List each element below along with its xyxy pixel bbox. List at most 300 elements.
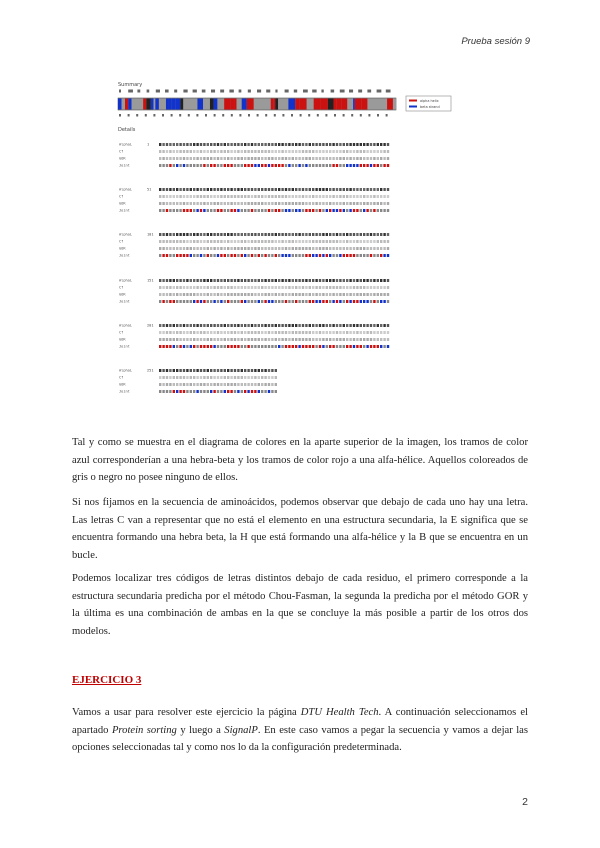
residue-mark [380,209,382,212]
residue-mark [315,195,317,198]
residue-mark [332,233,334,236]
residue-mark [336,202,338,205]
residue-mark [169,338,171,341]
residue-mark [305,195,307,198]
residue-mark [203,376,205,379]
residue-mark [237,240,239,243]
paragraph-letter-codes: Si nos fijamos en la secuencia de aminoácidos, podemos observar que debajo de cada uno hay una letra. Las letras C van a representar que no está el elemento en una estructura secundaria, la E significa que se encuentra formando una hebra beta, la H que está formando una alfa-hélice y la B que se encuentra en un bucle. [72,497,528,561]
residue-mark [234,157,236,160]
residue-mark [251,195,253,198]
residue-mark [326,247,328,250]
summary-bar-segment [166,99,168,110]
residue-mark [200,233,202,236]
residue-mark [336,164,338,167]
residue-mark [309,150,311,153]
residue-mark [339,300,341,303]
residue-mark [251,164,253,167]
residue-mark [220,338,222,341]
residue-mark [220,293,222,296]
residue-mark [190,345,192,348]
summary-bar-segment [347,99,353,110]
residue-mark [241,279,243,282]
residue-mark [302,293,304,296]
residue-mark [210,202,212,205]
residue-mark [183,209,185,212]
residue-mark [173,383,175,386]
residue-mark [258,247,260,250]
residue-mark [370,157,372,160]
residue-mark [264,383,266,386]
residue-mark [339,345,341,348]
block-start: 151 [147,278,154,283]
residue-mark [251,279,253,282]
residue-mark [186,376,188,379]
residue-mark [326,293,328,296]
residue-mark [179,188,181,191]
residue-mark [261,143,263,146]
summary-bar-segment [268,99,271,110]
residue-mark [217,331,219,334]
residue-mark [193,331,195,334]
residue-mark [230,164,232,167]
residue-mark [166,254,168,257]
residue-mark [179,383,181,386]
residue-mark [244,300,246,303]
residue-mark [213,195,215,198]
residue-mark [183,345,185,348]
residue-mark [190,369,192,372]
residue-mark [302,202,304,205]
residue-mark [377,254,379,257]
residue-mark [295,345,297,348]
residue-mark [210,247,212,250]
residue-mark [380,143,382,146]
residue-mark [370,164,372,167]
residue-mark [230,338,232,341]
residue-mark [319,286,321,289]
residue-mark [237,164,239,167]
intro-text-3: y luego a [176,724,225,736]
residue-mark [230,376,232,379]
residue-mark [258,233,260,236]
residue-mark [241,157,243,160]
residue-mark [295,202,297,205]
summary-bar-segment [176,99,181,110]
residue-mark [349,279,351,282]
residue-mark [346,188,348,191]
residue-mark [166,164,168,167]
residue-mark [346,300,348,303]
residue-mark [295,247,297,250]
residue-mark [247,376,249,379]
residue-mark [247,293,249,296]
residue-mark [309,247,311,250]
residue-mark [251,338,253,341]
residue-mark [363,150,365,153]
residue-mark [329,209,331,212]
residue-mark [203,300,205,303]
residue-mark [173,338,175,341]
residue-mark [162,150,164,153]
residue-mark [264,345,266,348]
residue-mark [336,157,338,160]
residue-mark [176,188,178,191]
row-label: AlphaL [119,323,132,328]
summary-bar-segment [155,99,159,110]
residue-mark [210,286,212,289]
residue-mark [363,209,365,212]
residue-mark [230,331,232,334]
residue-mark [278,345,280,348]
residue-mark [343,324,345,327]
residue-mark [349,331,351,334]
residue-mark [190,338,192,341]
residue-mark [271,240,273,243]
residue-mark [227,164,229,167]
residue-mark [203,157,205,160]
residue-mark [373,247,375,250]
residue-mark [383,195,385,198]
residue-mark [285,254,287,257]
residue-mark [183,369,185,372]
residue-mark [329,279,331,282]
residue-mark [281,286,283,289]
residue-mark [315,254,317,257]
summary-bar-segment [355,99,362,110]
residue-mark [193,376,195,379]
residue-mark [383,286,385,289]
residue-mark [193,247,195,250]
residue-mark [326,345,328,348]
residue-mark [383,331,385,334]
residue-mark [315,240,317,243]
residue-mark [298,286,300,289]
residue-mark [268,383,270,386]
residue-mark [288,293,290,296]
residue-mark [349,195,351,198]
residue-mark [196,209,198,212]
residue-mark [356,324,358,327]
residue-mark [227,324,229,327]
residue-mark [261,279,263,282]
residue-mark [217,240,219,243]
residue-mark [244,195,246,198]
residue-mark [179,247,181,250]
residue-mark [305,293,307,296]
residue-mark [302,254,304,257]
summary-bar-segment [197,99,203,110]
residue-mark [343,286,345,289]
residue-mark [159,209,161,212]
residue-mark [183,286,185,289]
residue-mark [213,150,215,153]
residue-mark [203,195,205,198]
ruler-tick [331,90,335,93]
residue-mark [315,300,317,303]
residue-mark [224,383,226,386]
residue-mark [200,376,202,379]
residue-mark [288,164,290,167]
residue-mark [213,157,215,160]
residue-mark [360,195,362,198]
residue-mark [258,369,260,372]
residue-mark [244,233,246,236]
residue-mark [230,345,232,348]
block-start: 51 [147,187,152,192]
residue-mark [169,376,171,379]
residue-mark [183,300,185,303]
residue-mark [207,209,209,212]
residue-mark [285,345,287,348]
row-label: GOR [119,156,126,161]
residue-mark [173,279,175,282]
residue-mark [264,293,266,296]
detail-block [119,143,389,168]
residue-mark [176,240,178,243]
residue-mark [254,390,256,393]
residue-mark [169,233,171,236]
residue-mark [281,254,283,257]
residue-mark [332,300,334,303]
residue-mark [366,209,368,212]
ruler-tick [193,90,197,93]
residue-mark [332,254,334,257]
residue-mark [343,247,345,250]
residue-mark [213,390,215,393]
summary-bar-segment [278,99,282,110]
residue-mark [377,164,379,167]
residue-mark [254,338,256,341]
residue-mark [288,247,290,250]
residue-mark [196,157,198,160]
residue-mark [373,286,375,289]
residue-mark [292,300,294,303]
residue-mark [176,247,178,250]
residue-mark [227,202,229,205]
residue-mark [288,188,290,191]
ruler-tick [229,90,233,93]
residue-mark [292,338,294,341]
residue-mark [285,286,287,289]
residue-mark [166,195,168,198]
residue-mark [166,247,168,250]
summary-bar-segment [271,99,274,110]
residue-mark [241,376,243,379]
residue-mark [292,331,294,334]
ruler-tick [171,114,173,117]
residue-mark [217,195,219,198]
residue-mark [186,300,188,303]
residue-mark [264,390,266,393]
residue-mark [213,376,215,379]
residue-mark [360,202,362,205]
residue-mark [336,240,338,243]
residue-mark [278,188,280,191]
residue-mark [315,279,317,282]
residue-mark [336,143,338,146]
residue-mark [224,286,226,289]
residue-mark [346,247,348,250]
residue-mark [356,233,358,236]
residue-mark [343,157,345,160]
residue-mark [230,293,232,296]
residue-mark [193,150,195,153]
residue-mark [329,345,331,348]
residue-mark [237,202,239,205]
residue-mark [271,247,273,250]
residue-mark [251,247,253,250]
residue-mark [366,202,368,205]
residue-mark [302,188,304,191]
residue-mark [387,254,389,257]
residue-mark [207,247,209,250]
residue-mark [193,390,195,393]
residue-mark [346,202,348,205]
residue-mark [339,338,341,341]
residue-mark [353,345,355,348]
residue-mark [360,247,362,250]
residue-mark [292,233,294,236]
residue-mark [179,164,181,167]
residue-mark [336,338,338,341]
residue-mark [268,188,270,191]
residue-mark [227,209,229,212]
summary-bar-segment [132,99,137,110]
residue-mark [339,150,341,153]
residue-mark [241,300,243,303]
residue-mark [217,369,219,372]
residue-mark [173,188,175,191]
residue-mark [356,338,358,341]
residue-mark [220,240,222,243]
residue-mark [326,202,328,205]
residue-mark [207,188,209,191]
residue-mark [207,331,209,334]
residue-mark [360,331,362,334]
residue-mark [329,157,331,160]
residue-mark [247,279,249,282]
residue-mark [387,240,389,243]
ruler-tick [231,114,233,117]
residue-mark [190,240,192,243]
residue-mark [234,376,236,379]
residue-mark [166,286,168,289]
residue-mark [373,279,375,282]
residue-mark [227,383,229,386]
residue-mark [271,164,273,167]
residue-mark [186,331,188,334]
residue-mark [302,338,304,341]
residue-mark [251,390,253,393]
residue-mark [360,150,362,153]
residue-mark [183,376,185,379]
residue-mark [380,293,382,296]
residue-mark [322,209,324,212]
residue-mark [220,157,222,160]
residue-mark [254,376,256,379]
residue-mark [292,293,294,296]
residue-mark [380,331,382,334]
summary-bar-segment [254,99,261,110]
residue-mark [268,279,270,282]
residue-mark [315,188,317,191]
residue-mark [207,293,209,296]
block-start: 101 [147,232,154,237]
row-label: GOR [119,337,126,342]
residue-mark [210,209,212,212]
residue-mark [217,293,219,296]
residue-mark [309,324,311,327]
residue-mark [230,157,232,160]
residue-mark [288,202,290,205]
residue-mark [305,157,307,160]
residue-mark [387,300,389,303]
residue-mark [234,164,236,167]
residue-mark [166,376,168,379]
residue-mark [254,279,256,282]
residue-mark [288,195,290,198]
residue-mark [326,233,328,236]
residue-mark [285,233,287,236]
residue-mark [203,286,205,289]
residue-mark [275,157,277,160]
residue-mark [190,254,192,257]
residue-mark [343,331,345,334]
residue-mark [227,300,229,303]
residue-mark [268,143,270,146]
row-label: Cf [119,285,124,290]
residue-mark [251,345,253,348]
residue-mark [387,202,389,205]
residue-mark [343,279,345,282]
residue-mark [322,202,324,205]
residue-mark [258,254,260,257]
residue-mark [213,331,215,334]
residue-mark [275,188,277,191]
residue-mark [196,202,198,205]
residue-mark [363,345,365,348]
residue-mark [370,195,372,198]
residue-mark [264,338,266,341]
residue-mark [339,188,341,191]
residue-mark [237,150,239,153]
residue-mark [329,233,331,236]
residue-mark [329,195,331,198]
residue-mark [275,331,277,334]
residue-mark [220,233,222,236]
residue-mark [298,202,300,205]
residue-mark [275,164,277,167]
residue-mark [387,338,389,341]
residue-mark [166,324,168,327]
residue-mark [298,157,300,160]
residue-mark [261,383,263,386]
residue-mark [258,202,260,205]
residue-mark [336,254,338,257]
residue-mark [332,247,334,250]
residue-mark [196,233,198,236]
residue-mark [363,300,365,303]
residue-mark [234,345,236,348]
residue-mark [196,293,198,296]
residue-mark [203,293,205,296]
residue-mark [234,143,236,146]
row-label: GOR [119,201,126,206]
ruler-tick [312,90,316,93]
residue-mark [183,233,185,236]
residue-mark [210,188,212,191]
residue-mark [292,240,294,243]
